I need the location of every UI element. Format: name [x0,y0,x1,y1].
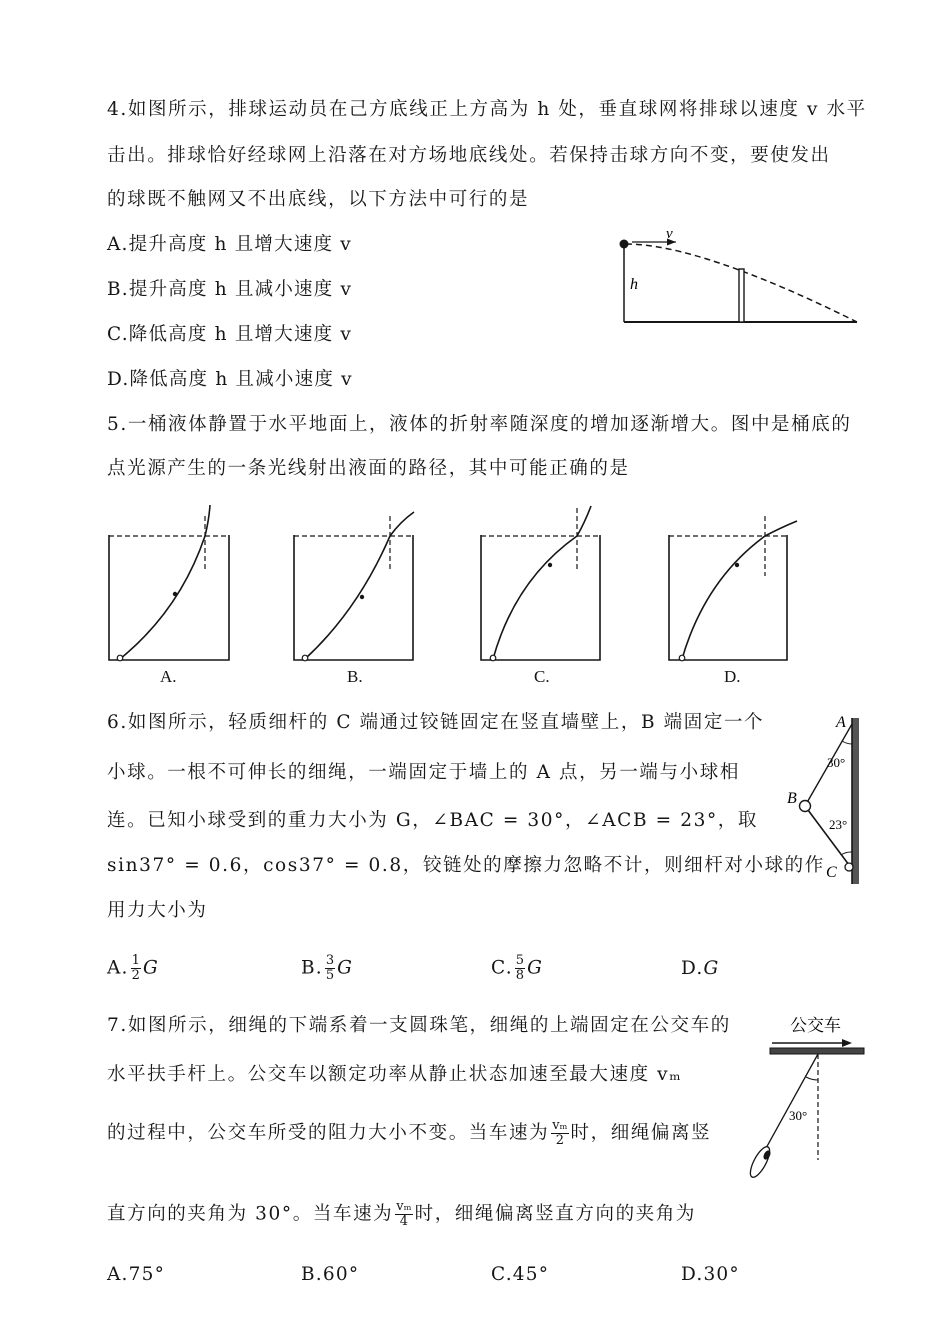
q6-stem-line-3: 连。已知小球受到的重力大小为 G，∠BAC = 30°，∠ACB = 23°，取 [107,810,758,831]
q5-stem-line-1: 5.一桶液体静置于水平地面上，液体的折射率随深度的增加逐渐增大。图中是桶底的 [107,414,852,435]
q5-caption-d[interactable]: D. [724,667,741,686]
q6-angle-a: 30° [827,755,846,770]
q5-caption-b[interactable]: B. [347,667,363,686]
q7-option-b[interactable]: B.60° [301,1264,360,1285]
q6-label-b: B [787,790,797,807]
q6-stem-line-2: 小球。一根不可伸长的细绳，一端固定于墙上的 A 点，另一端与小球相 [107,762,740,783]
q7-option-a[interactable]: A.75° [107,1264,166,1285]
q7-stem-line-3: 的过程中，公交车所受的阻力大小不变。当车速为 $\frac{\text{vₘ}}{2}$ 时，细绳偏离竖 [107,1118,712,1148]
q7-string [765,1054,818,1150]
q6-option-b[interactable]: B. $\frac{3}{5}$ G [301,953,354,983]
q6-option-d[interactable]: D.G [681,958,720,979]
q4-stem-line-2: 击出。排球恰好经球网上沿落在对方场地底线处。若保持击球方向不变，要使发出 [107,145,831,166]
q7-pen-icon [747,1144,774,1180]
q7-angle-label: 30° [789,1108,808,1123]
q6-label-c: C [826,864,837,881]
q7-bus-title: 公交车 [790,1016,841,1035]
q7-stem-line-4: 直方向的夹角为 30°。当车速为 $\frac{\text{vₘ}}{4}$ 时，细绳偏离竖直方向的夹角为 [107,1199,697,1229]
q4-option-a[interactable]: A.提升高度 h 且增大速度 v [107,234,352,255]
q5-caption-c[interactable]: C. [534,667,550,686]
q7-stem-line-1: 7.如图所示，细绳的下端系着一支圆珠笔，细绳的上端固定在公交车的 [107,1015,731,1036]
q7-arrowhead-icon [842,1039,852,1047]
q6-option-c[interactable]: C. $\frac{5}{8}$ G [491,953,544,983]
q4-option-b[interactable]: B.提升高度 h 且减小速度 v [107,279,353,300]
q7-handrail [770,1048,864,1054]
q6-option-a[interactable]: A. $\frac{1}{2}$ G [107,953,159,983]
q5-caption-a[interactable]: A. [160,667,177,686]
q6-stem-line-4: sin37° = 0.6，cos37° = 0.8，铰链处的摩擦力忽略不计，则细杆对小球的作 [107,855,825,876]
q6-angle-c: 23° [829,817,848,832]
q4-stem-line-1: 4.如图所示，排球运动员在己方底线正上方高为 h 处，垂直球网将排球以速度 v 水平 [107,99,867,120]
q6-label-a: A [836,714,846,731]
q4-height-label: h [630,276,638,293]
q5-stem-line-2: 点光源产生的一条光线射出液面的路径，其中可能正确的是 [107,458,630,479]
q7-stem-line-2: 水平扶手杆上。公交车以额定功率从静止状态加速至最大速度 vₘ [107,1064,683,1085]
q7-option-d[interactable]: D.30° [681,1264,740,1285]
q6-stem-line-5: 用力大小为 [107,900,208,921]
q4-option-d[interactable]: D.降低高度 h 且减小速度 v [107,369,353,390]
q4-option-c[interactable]: C.降低高度 h 且增大速度 v [107,324,353,345]
q4-stem-line-3: 的球既不触网又不出底线，以下方法中可行的是 [107,189,530,210]
q7-option-c[interactable]: C.45° [491,1264,550,1285]
q4-velocity-label: v [666,226,673,242]
q6-stem-line-1: 6.如图所示，轻质细杆的 C 端通过铰链固定在竖直墙壁上，B 端固定一个 [107,712,765,733]
